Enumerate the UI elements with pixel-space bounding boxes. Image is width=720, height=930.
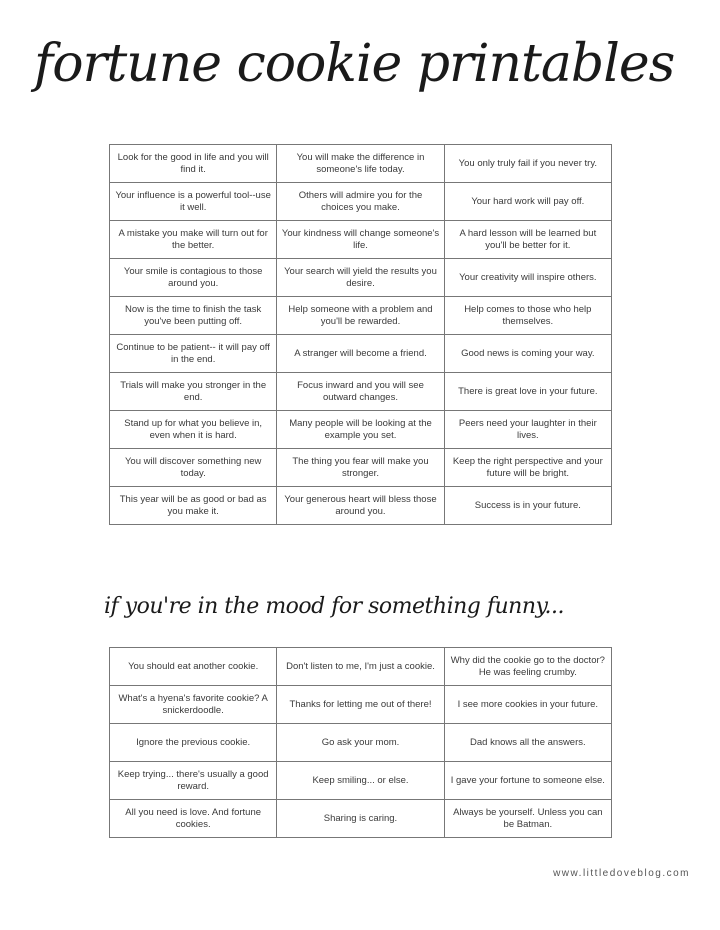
fortune-cell <box>444 373 611 411</box>
fortune-text: Your kindness will change someone's life. <box>281 227 440 251</box>
fortune-text: Ignore the previous cookie. <box>136 736 251 748</box>
fortune-text: Focus inward and you will see outward changes. <box>297 379 424 403</box>
fortune-cell <box>277 411 444 449</box>
fortune-cell <box>110 487 277 525</box>
grid-row <box>110 487 612 525</box>
fortune-cell <box>277 145 444 183</box>
fortune-text: Don't listen to me, I'm just a cookie. <box>286 660 435 672</box>
fortune-cell <box>277 335 444 373</box>
fortune-cell <box>277 762 444 800</box>
fortune-text: Dad knows all the answers. <box>470 736 586 748</box>
grid-row <box>110 221 612 259</box>
fortune-text: Stand up for what you believe in, even when it is hard. <box>124 417 263 441</box>
page-title: fortune cookie printables <box>34 34 675 94</box>
fortune-cell <box>110 221 277 259</box>
fortune-text: Look for the good in life and you will find it. <box>117 151 269 175</box>
grid-row <box>110 335 612 373</box>
fortune-text: You will make the difference in someone's life today. <box>296 151 425 175</box>
fortune-cell <box>277 297 444 335</box>
fortune-cell <box>277 183 444 221</box>
fortune-cell <box>444 259 611 297</box>
fortune-cell <box>444 145 611 183</box>
grid-row <box>110 183 612 221</box>
fortune-cell <box>444 411 611 449</box>
fortune-cell <box>277 800 444 838</box>
fortune-text: Your creativity will inspire others. <box>459 271 597 283</box>
fortune-cell <box>444 724 611 762</box>
fortune-text: A stranger will become a friend. <box>294 347 427 359</box>
fortune-text: Go ask your mom. <box>321 736 400 748</box>
grid-row <box>110 259 612 297</box>
fortune-text: Your smile is contagious to those around you. <box>123 265 263 289</box>
fortune-text: A hard lesson will be learned but you'll be better for it. <box>459 227 597 251</box>
fortune-cell <box>110 686 277 724</box>
fortune-text: There is great love in your future. <box>458 385 598 397</box>
fortune-text: Help someone with a problem and you'll be rewarded. <box>288 303 433 327</box>
fortune-cell <box>110 145 277 183</box>
fortune-cell <box>110 648 277 686</box>
fortune-text: This year will be as good or bad as you make it. <box>119 493 267 517</box>
fortune-cell <box>110 259 277 297</box>
fortune-cell <box>110 335 277 373</box>
fortune-cell <box>277 221 444 259</box>
fortune-text: Keep the right perspective and your future will be bright. <box>452 455 603 479</box>
fortune-text: Why did the cookie go to the doctor? He was feeling crumby. <box>450 654 605 678</box>
fortune-text: Many people will be looking at the example you set. <box>289 417 432 441</box>
fortune-text: You only truly fail if you never try. <box>458 157 597 169</box>
fortune-text: Your search will yield the results you desire. <box>284 265 437 289</box>
fortune-cell <box>444 221 611 259</box>
fortune-cell <box>110 800 277 838</box>
grid-row <box>110 648 612 686</box>
grid-row <box>110 297 612 335</box>
fortune-cell <box>444 449 611 487</box>
fortune-text: Thanks for letting me out of there! <box>289 698 432 710</box>
grid-row <box>110 762 612 800</box>
fortune-text: Always be yourself. Unless you can be Batman. <box>453 806 603 830</box>
fortune-text: All you need is love. And fortune cookies. <box>125 806 262 830</box>
fortune-text: Your generous heart will bless those around you. <box>284 493 437 517</box>
fortune-cell <box>444 487 611 525</box>
fortune-text: I gave your fortune to someone else. <box>450 774 605 786</box>
fortune-text: I see more cookies in your future. <box>457 698 599 710</box>
fortune-cell <box>444 297 611 335</box>
funny-fortune-grid <box>109 647 612 838</box>
fortune-cell <box>110 411 277 449</box>
fortune-cell <box>110 724 277 762</box>
fortune-text: Sharing is caring. <box>323 812 398 824</box>
fortune-cell <box>110 297 277 335</box>
footer-url: www.littledoveblog.com <box>553 868 690 879</box>
fortune-text: Keep trying... there's usually a good reward. <box>117 768 269 792</box>
fortune-grid <box>109 144 612 525</box>
fortune-cell <box>444 648 611 686</box>
fortune-text: Others will admire you for the choices you make. <box>298 189 423 213</box>
fortune-cell <box>444 183 611 221</box>
fortune-cell <box>110 373 277 411</box>
fortune-cell <box>444 762 611 800</box>
fortune-cell <box>110 183 277 221</box>
grid-row <box>110 724 612 762</box>
grid-row <box>110 411 612 449</box>
fortune-text: Good news is coming your way. <box>461 347 595 359</box>
fortune-text: Peers need your laughter in their lives. <box>458 417 597 441</box>
fortune-cell <box>444 335 611 373</box>
fortune-text: Your hard work will pay off. <box>471 195 585 207</box>
fortune-text: What's a hyena's favorite cookie? A snickerdoodle. <box>118 692 268 716</box>
fortune-text: You will discover something new today. <box>124 455 262 479</box>
grid-row <box>110 686 612 724</box>
fortune-cell <box>444 686 611 724</box>
fortune-cell <box>277 259 444 297</box>
fortune-text: Help comes to those who help themselves. <box>464 303 592 327</box>
fortune-text: You should eat another cookie. <box>128 660 259 672</box>
fortune-text: Your influence is a powerful tool--use it well. <box>115 189 271 213</box>
fortune-cell <box>277 724 444 762</box>
fortune-text: Success is in your future. <box>474 499 581 511</box>
fortune-cell <box>277 648 444 686</box>
fortune-cell <box>110 762 277 800</box>
fortune-cell <box>277 373 444 411</box>
fortune-text: Continue to be patient-- it will pay off in the end. <box>116 341 270 365</box>
fortune-text: Keep smiling... or else. <box>312 774 409 786</box>
grid-row <box>110 449 612 487</box>
fortune-text: Trials will make you stronger in the end. <box>120 379 267 403</box>
fortune-cell <box>444 800 611 838</box>
fortune-text: Now is the time to finish the task you've been putting off. <box>125 303 262 327</box>
section-subtitle: if you're in the mood for something funny... <box>104 594 564 619</box>
fortune-cell <box>277 686 444 724</box>
fortune-text: A mistake you make will turn out for the better. <box>118 227 268 251</box>
fortune-cell <box>277 449 444 487</box>
grid-row <box>110 373 612 411</box>
grid-row <box>110 145 612 183</box>
fortune-cell <box>277 487 444 525</box>
grid-row <box>110 800 612 838</box>
fortune-text: The thing you fear will make you stronger. <box>292 455 429 479</box>
fortune-cell <box>110 449 277 487</box>
